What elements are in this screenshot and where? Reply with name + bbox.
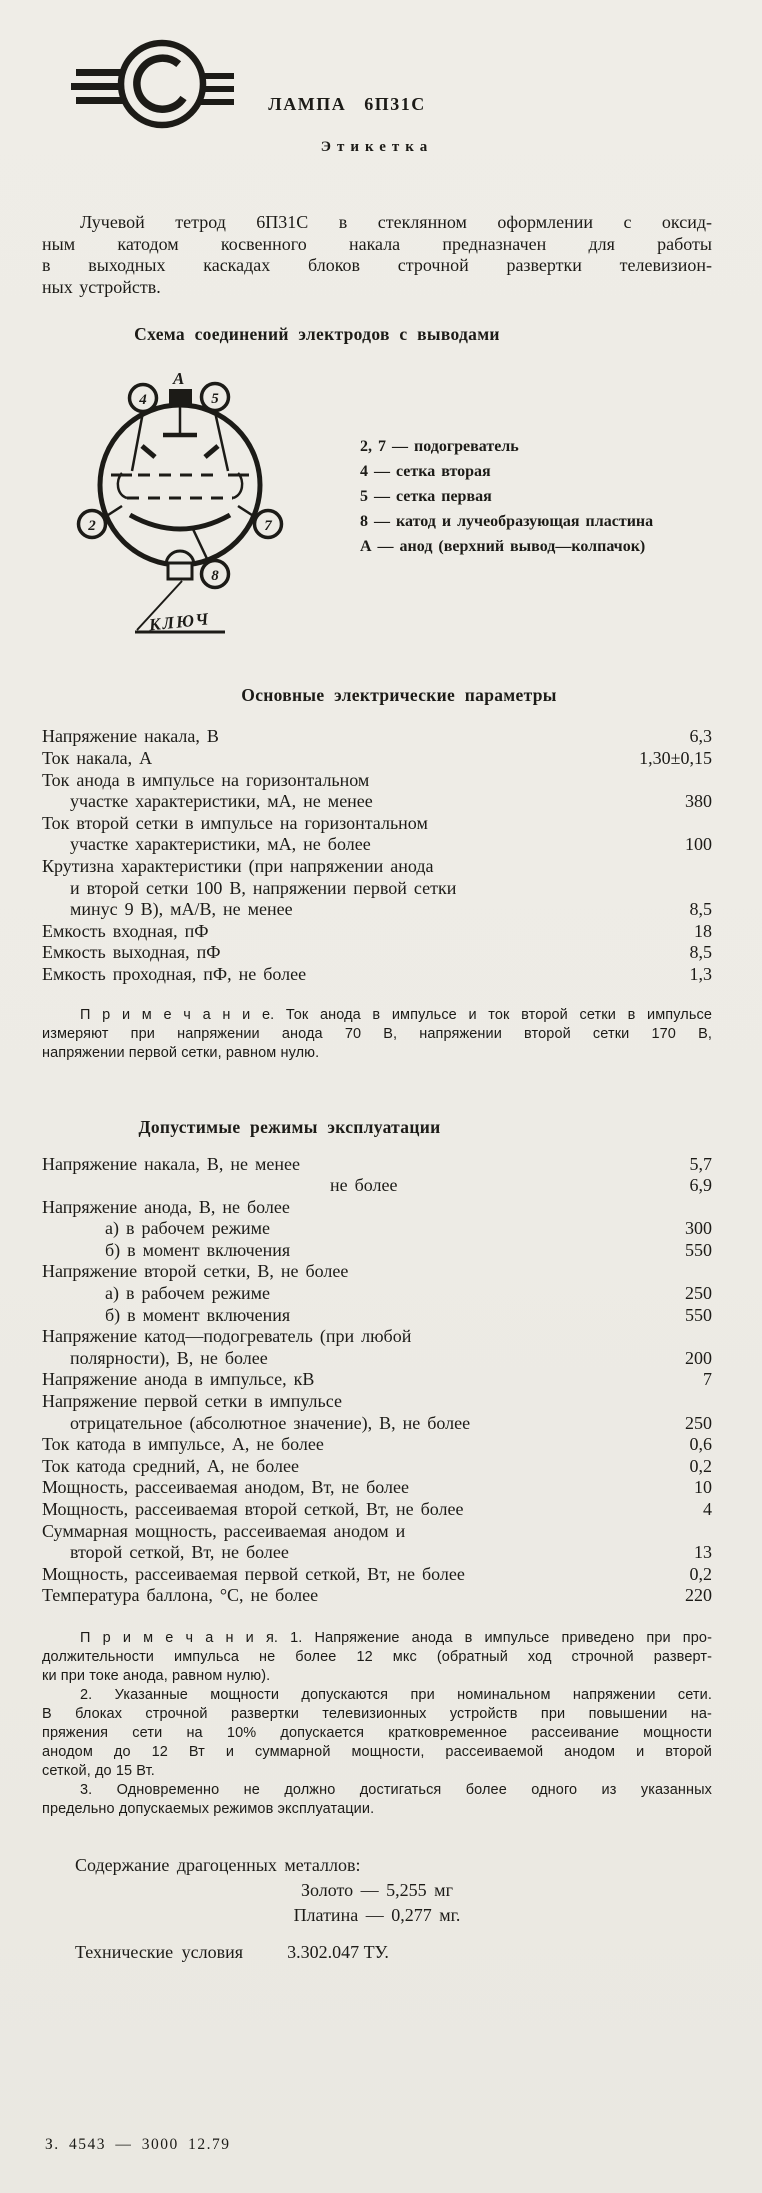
text-line: В блоках строчной развертки телевизионных устройств при повышении на-: [42, 1705, 712, 1722]
pinout-heading: Схема соединений электродов с выводами: [134, 324, 500, 345]
param-label: [42, 1326, 712, 1369]
pin-4-label: 4: [139, 392, 147, 409]
param-value: 250: [685, 1412, 712, 1433]
text-line: П р и м е ч а н и я. 1. Напряжение анода в импульсе приведено при про-: [80, 1629, 712, 1646]
logo-letter-C: [137, 58, 184, 109]
param-row: [42, 1261, 712, 1283]
param-value: 6,9: [689, 1175, 712, 1196]
text-line: предельно допускаемых режимов эксплуатации.: [42, 1800, 375, 1817]
param-value: 220: [685, 1585, 712, 1606]
param-value: 380: [685, 791, 712, 812]
param-row: [42, 921, 712, 943]
limits-note-1: [42, 1629, 712, 1686]
param-value: 1,30±0,15: [639, 747, 712, 768]
param-label-line: не более: [330, 1175, 398, 1196]
param-label-line: полярности), В, не более: [70, 1347, 268, 1368]
param-label-line: Ток катода средний, А, не более: [42, 1455, 299, 1476]
param-value: 18: [694, 920, 712, 941]
param-value: 13: [694, 1542, 712, 1563]
param-label: [42, 1585, 712, 1607]
param-value: 5,7: [689, 1153, 712, 1174]
param-label: [42, 1261, 712, 1283]
param-label-line: Суммарная мощность, рассеиваемая анодом и: [42, 1520, 406, 1541]
param-row: [42, 748, 712, 770]
key-label: КЛЮЧ: [148, 609, 212, 635]
param-label: [42, 1154, 712, 1176]
param-value: 6,3: [689, 726, 712, 747]
param-row: [42, 1499, 712, 1521]
text-line: 5 — сетка первая: [360, 488, 492, 506]
param-label-line: Ток накала, А: [42, 747, 153, 768]
limits-note-2: [42, 1686, 712, 1781]
text-line: Лучевой тетрод 6П31С в стеклянном оформлении с оксид-: [80, 212, 712, 232]
param-row: [42, 1477, 712, 1499]
param-label: [42, 1499, 712, 1521]
param-row: [42, 942, 712, 964]
param-row: [42, 1521, 712, 1564]
param-row: [42, 770, 712, 813]
key-notch-icon: [168, 563, 192, 579]
text-line: ным катодом косвенного накала предназначен для работы: [42, 233, 712, 254]
limits-table: [42, 1154, 712, 1607]
param-label-line: Напряжение катод—подогреватель (при любой: [42, 1326, 412, 1347]
param-label-line: Емкость выходная, пФ: [42, 942, 221, 963]
text-line: 8 — катод и лучеобразующая пластина: [360, 513, 654, 531]
param-label-line: и второй сетки 100 В, напряжении первой сетки: [70, 877, 457, 898]
intro-paragraph: [42, 212, 712, 298]
text-line: должительности импульса не более 12 мкс (обратный ход строчной разверт-: [42, 1648, 712, 1665]
text-line: 2, 7 — подогреватель: [360, 438, 519, 456]
param-label-line: Мощность, рассеиваемая первой сеткой, Вт, не более: [42, 1563, 465, 1584]
param-label: [42, 770, 712, 813]
param-label-line: Напряжение анода в импульсе, кВ: [42, 1369, 315, 1390]
param-value: 8,5: [689, 942, 712, 963]
param-label-line: Напряжение второй сетки, В, не более: [42, 1261, 349, 1282]
text-line: анодом до 12 Вт и суммарной мощности, рассеиваемой анодом и второй: [42, 1743, 712, 1760]
pin-2-label: 2: [88, 518, 96, 535]
param-value: 200: [685, 1347, 712, 1368]
text-line: ных устройств.: [42, 276, 161, 297]
param-label-line: Температура баллона, °С, не более: [42, 1585, 319, 1606]
factory-logo: [70, 32, 245, 132]
param-value: 10: [694, 1477, 712, 1498]
param-label-line: участке характеристики, мА, не более: [70, 834, 371, 855]
tu-number: 3.302.047 ТУ.: [287, 1941, 389, 1962]
param-label-line: а) в рабочем режиме: [105, 1283, 271, 1304]
param-label: [42, 1197, 712, 1219]
param-row: [42, 1456, 712, 1478]
param-value: 250: [685, 1283, 712, 1304]
text-line: пряжения сети на 10% допускается кратковременное рассеивание мощности: [42, 1724, 712, 1741]
logo-wing-bars: [71, 69, 234, 105]
param-row: [42, 1240, 712, 1262]
param-label: [42, 856, 712, 921]
param-row: [42, 964, 712, 986]
param-label: [42, 1391, 712, 1434]
param-label: [42, 748, 712, 770]
param-row: [42, 1218, 712, 1240]
pinout-diagram-section: [42, 359, 712, 659]
pin-5-label: 5: [211, 391, 219, 408]
electrical-heading: Основные электрические параметры: [241, 685, 557, 706]
param-label-line: Мощность, рассеиваемая второй сеткой, Вт, не более: [42, 1499, 464, 1519]
text-line: в выходных каскадах блоков строчной развертки телевизион-: [42, 255, 712, 276]
param-label-line: Напряжение первой сетки в импульсе: [42, 1391, 342, 1412]
limits-note-3: [42, 1781, 712, 1819]
param-label: [42, 1564, 712, 1586]
param-label: [42, 942, 712, 964]
param-value: 550: [685, 1239, 712, 1260]
param-label: [42, 1369, 712, 1391]
anode-label: А: [173, 369, 185, 389]
param-label-line: минус 9 В), мА/В, не менее: [70, 899, 293, 920]
param-label: [42, 921, 712, 943]
param-label-line: Напряжение накала, В, не менее: [42, 1153, 300, 1174]
param-label-line: а) в рабочем режиме: [105, 1218, 271, 1239]
param-row: [42, 726, 712, 748]
platinum-content: Платина — 0,277 мг.: [293, 1904, 461, 1925]
param-row: [42, 1585, 712, 1607]
param-row: [42, 1175, 712, 1197]
param-label-line: Емкость входная, пФ: [42, 920, 209, 941]
param-label: [42, 1434, 712, 1456]
anode-cap-icon: [169, 389, 192, 404]
param-label-line: Ток катода в импульсе, А, не более: [42, 1434, 324, 1455]
param-label-line: б) в момент включения: [105, 1239, 291, 1260]
param-label: [42, 1456, 712, 1478]
param-label: [42, 813, 712, 856]
param-label: [42, 1477, 712, 1499]
gold-content: Золото — 5,255 мг: [301, 1879, 453, 1900]
param-row: [42, 856, 712, 921]
param-label: [42, 1218, 712, 1240]
param-label: [42, 1521, 712, 1564]
param-label-line: второй сеткой, Вт, не более: [70, 1542, 289, 1563]
param-label: [42, 1305, 712, 1327]
text-line: ки при токе анода, равном нулю).: [42, 1667, 271, 1684]
param-label-line: Напряжение анода, В, не более: [42, 1196, 290, 1217]
electrode-structure-icon: [105, 404, 255, 565]
param-row: [42, 1391, 712, 1434]
limits-notes: [42, 1629, 712, 1819]
param-label-line: Ток анода в импульсе на горизонтальном: [42, 769, 370, 790]
tube-pinout-diagram: [75, 367, 285, 659]
param-label-line: Ток второй сетки в импульсе на горизонтальном: [42, 812, 428, 833]
param-label: [42, 726, 712, 748]
pinout-legend: [360, 434, 653, 559]
param-row: [42, 813, 712, 856]
param-label: [42, 964, 712, 986]
param-label-line: Крутизна характеристики (при напряжении анода: [42, 855, 434, 876]
limits-heading: Допустимые режимы эксплуатации: [138, 1116, 441, 1137]
text-line: П р и м е ч а н и е. Ток анода в импульсе и ток второй сетки в импульсе: [80, 1006, 712, 1023]
text-line: 2. Указанные мощности допускаются при номинальном напряжении сети.: [80, 1686, 712, 1703]
param-value: 0,2: [689, 1455, 712, 1476]
param-value: 1,3: [689, 963, 712, 984]
param-label-line: участке характеристики, мА, не менее: [70, 791, 373, 812]
param-value: 4: [703, 1499, 712, 1519]
param-value: 7: [703, 1369, 712, 1390]
param-row: [42, 1197, 712, 1219]
param-label: [42, 1283, 712, 1305]
param-row: [42, 1434, 712, 1456]
param-row: [42, 1326, 712, 1369]
key-annotation: [135, 581, 225, 635]
electrical-note: [42, 1006, 712, 1063]
param-label: [42, 1175, 712, 1197]
tu-label: Технические условия: [75, 1941, 244, 1962]
text-line: 3. Одновременно не должно достигаться более одного из указанных: [80, 1781, 712, 1798]
text-line: сеткой, до 15 Вт.: [42, 1762, 155, 1779]
param-row: [42, 1369, 712, 1391]
param-value: 0,2: [689, 1563, 712, 1584]
param-row: [42, 1305, 712, 1327]
text-line: 4 — сетка вторая: [360, 463, 491, 481]
param-row: [42, 1564, 712, 1586]
electrical-parameters-table: [42, 726, 712, 985]
param-label: [42, 1240, 712, 1262]
technical-conditions-line: [42, 1942, 712, 1963]
param-label-line: отрицательное (абсолютное значение), В, не более: [70, 1412, 471, 1433]
text-line: А — анод (верхний вывод—колпачок): [360, 538, 646, 556]
param-value: 0,6: [689, 1434, 712, 1455]
param-row: [42, 1154, 712, 1176]
param-value: 100: [685, 834, 712, 855]
param-value: 8,5: [689, 899, 712, 920]
precious-metals-block: [42, 1853, 712, 1928]
text-line: напряжении первой сетки, равном нулю.: [42, 1044, 320, 1061]
print-imprint: З. 4543 — 3000 12.79: [45, 2136, 231, 2153]
text-line: измеряют при напряжении анода 70 В, напряжении второй сетки 170 В,: [42, 1025, 712, 1042]
svetlana-C-logo-icon: [70, 32, 245, 132]
pin-8-label: 8: [211, 568, 219, 585]
pin-7-label: 7: [264, 518, 272, 535]
param-value: 300: [685, 1218, 712, 1239]
page-title: ЛАМПА 6П31С: [268, 94, 426, 114]
param-row: [42, 1283, 712, 1305]
metals-heading: Содержание драгоценных металлов:: [75, 1854, 361, 1875]
param-label-line: б) в момент включения: [105, 1304, 291, 1325]
param-label-line: Емкость проходная, пФ, не более: [42, 963, 307, 984]
page-subtitle: Этикетка: [320, 139, 434, 155]
param-label-line: Мощность, рассеиваемая анодом, Вт, не более: [42, 1477, 409, 1498]
param-value: 550: [685, 1304, 712, 1325]
param-label-line: Напряжение накала, В: [42, 726, 219, 747]
